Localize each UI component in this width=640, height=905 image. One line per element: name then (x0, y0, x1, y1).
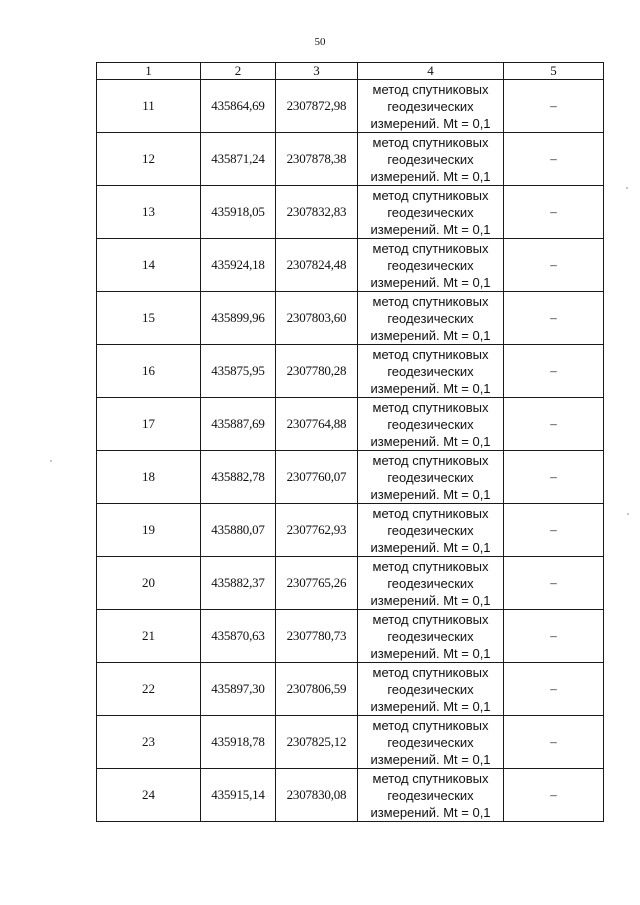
cell-note: – (504, 133, 604, 186)
cell-point-number: 19 (97, 504, 201, 557)
scan-speck (627, 513, 629, 515)
cell-point-number: 13 (97, 186, 201, 239)
table-row (97, 504, 604, 557)
cell-x-coordinate: 435882,78 (201, 451, 276, 504)
cell-y-coordinate: 2307825,12 (276, 716, 358, 769)
cell-y-coordinate: 2307878,38 (276, 133, 358, 186)
cell-note: – (504, 769, 604, 822)
cell-y-coordinate: 2307760,07 (276, 451, 358, 504)
cell-y-coordinate: 2307824,48 (276, 239, 358, 292)
cell-note: – (504, 716, 604, 769)
cell-method: метод спутниковых геодезических измерений. Mt = 0,1 (358, 398, 504, 451)
cell-point-number: 15 (97, 292, 201, 345)
cell-y-coordinate: 2307762,93 (276, 504, 358, 557)
cell-point-number: 21 (97, 610, 201, 663)
cell-method: метод спутниковых геодезических измерений. Mt = 0,1 (358, 504, 504, 557)
cell-method: метод спутниковых геодезических измерений. Mt = 0,1 (358, 663, 504, 716)
table-row (97, 80, 604, 133)
table-row (97, 557, 604, 610)
cell-point-number: 12 (97, 133, 201, 186)
cell-point-number: 20 (97, 557, 201, 610)
cell-x-coordinate: 435915,14 (201, 769, 276, 822)
table-body (97, 80, 604, 822)
cell-x-coordinate: 435918,05 (201, 186, 276, 239)
table-row (97, 292, 604, 345)
cell-y-coordinate: 2307806,59 (276, 663, 358, 716)
cell-method: метод спутниковых геодезических измерений. Mt = 0,1 (358, 292, 504, 345)
cell-note: – (504, 186, 604, 239)
cell-note: – (504, 292, 604, 345)
cell-point-number: 22 (97, 663, 201, 716)
cell-x-coordinate: 435880,07 (201, 504, 276, 557)
cell-x-coordinate: 435918,78 (201, 716, 276, 769)
scan-speck (50, 460, 52, 462)
cell-point-number: 24 (97, 769, 201, 822)
cell-x-coordinate: 435924,18 (201, 239, 276, 292)
header-col-4: 4 (358, 63, 504, 80)
cell-method: метод спутниковых геодезических измерений. Mt = 0,1 (358, 186, 504, 239)
table-row (97, 133, 604, 186)
cell-x-coordinate: 435870,63 (201, 610, 276, 663)
table-row (97, 398, 604, 451)
cell-y-coordinate: 2307832,83 (276, 186, 358, 239)
cell-note: – (504, 610, 604, 663)
cell-note: – (504, 504, 604, 557)
cell-y-coordinate: 2307780,28 (276, 345, 358, 398)
cell-point-number: 16 (97, 345, 201, 398)
cell-method: метод спутниковых геодезических измерений. Mt = 0,1 (358, 239, 504, 292)
cell-y-coordinate: 2307830,08 (276, 769, 358, 822)
cell-note: – (504, 80, 604, 133)
cell-y-coordinate: 2307764,88 (276, 398, 358, 451)
cell-x-coordinate: 435897,30 (201, 663, 276, 716)
cell-method: метод спутниковых геодезических измерений. Mt = 0,1 (358, 451, 504, 504)
cell-note: – (504, 451, 604, 504)
cell-note: – (504, 345, 604, 398)
scan-speck (626, 187, 628, 189)
coordinates-table (96, 62, 604, 822)
cell-method: метод спутниковых геодезических измерений. Mt = 0,1 (358, 716, 504, 769)
cell-x-coordinate: 435864,69 (201, 80, 276, 133)
cell-point-number: 18 (97, 451, 201, 504)
header-col-2: 2 (201, 63, 276, 80)
table-header (97, 63, 604, 80)
cell-x-coordinate: 435875,95 (201, 345, 276, 398)
cell-point-number: 23 (97, 716, 201, 769)
cell-note: – (504, 239, 604, 292)
cell-point-number: 14 (97, 239, 201, 292)
table-row (97, 769, 604, 822)
cell-method: метод спутниковых геодезических измерений. Mt = 0,1 (358, 610, 504, 663)
cell-method: метод спутниковых геодезических измерений. Mt = 0,1 (358, 557, 504, 610)
table-row (97, 451, 604, 504)
cell-method: метод спутниковых геодезических измерений. Mt = 0,1 (358, 345, 504, 398)
table-row (97, 663, 604, 716)
table-row (97, 610, 604, 663)
cell-y-coordinate: 2307780,73 (276, 610, 358, 663)
page-number: 50 (314, 36, 326, 48)
table-row (97, 345, 604, 398)
cell-x-coordinate: 435887,69 (201, 398, 276, 451)
cell-point-number: 11 (97, 80, 201, 133)
cell-y-coordinate: 2307803,60 (276, 292, 358, 345)
table-row (97, 239, 604, 292)
header-col-5: 5 (504, 63, 604, 80)
cell-method: метод спутниковых геодезических измерений. Mt = 0,1 (358, 769, 504, 822)
cell-x-coordinate: 435882,37 (201, 557, 276, 610)
header-row (97, 63, 604, 80)
cell-point-number: 17 (97, 398, 201, 451)
cell-note: – (504, 557, 604, 610)
table-row (97, 186, 604, 239)
cell-y-coordinate: 2307872,98 (276, 80, 358, 133)
cell-method: метод спутниковых геодезических измерений. Mt = 0,1 (358, 133, 504, 186)
header-col-1: 1 (97, 63, 201, 80)
cell-x-coordinate: 435899,96 (201, 292, 276, 345)
cell-y-coordinate: 2307765,26 (276, 557, 358, 610)
cell-note: – (504, 398, 604, 451)
cell-x-coordinate: 435871,24 (201, 133, 276, 186)
cell-method: метод спутниковых геодезических измерений. Mt = 0,1 (358, 80, 504, 133)
header-col-3: 3 (276, 63, 358, 80)
table-row (97, 716, 604, 769)
cell-note: – (504, 663, 604, 716)
